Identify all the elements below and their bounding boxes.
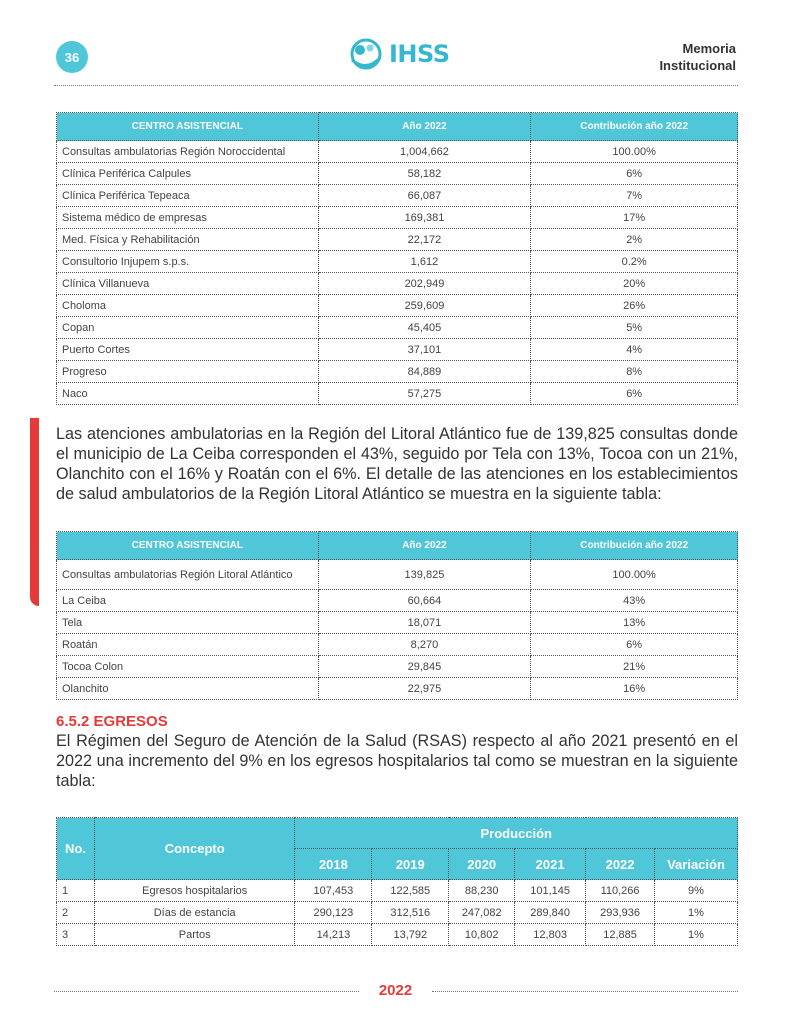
table-cell: 22,975 [318,678,531,700]
table-cell: 2 [57,902,95,924]
table-cell: 8,270 [318,634,531,656]
table-cell: 2% [531,229,738,251]
table-cell: 22,172 [318,229,531,251]
table-row [57,634,738,656]
table-cell: Consultas ambulatorias Región Litoral Atlántico [57,560,319,590]
table-cell: 13% [531,612,738,634]
table-cell: 45,405 [318,317,531,339]
table-row [57,251,738,273]
table-cell: 60,664 [318,590,531,612]
table-cell: Roatán [57,634,319,656]
table-cell: 247,082 [449,902,515,924]
table-cell: 100.00% [531,560,738,590]
table-row [57,560,738,590]
column-header-contribucion: Contribución año 2022 [531,113,738,141]
table-cell: 101,145 [515,880,586,902]
table-cell: 6% [531,163,738,185]
table-row [57,273,738,295]
table-cell: Med. Física y Rehabilitación [57,229,319,251]
table-cell: 6% [531,634,738,656]
table-cell: 5% [531,317,738,339]
table-cell: 43% [531,590,738,612]
table-cell: 26% [531,295,738,317]
table-row [57,612,738,634]
ihss-logo-icon [346,36,386,72]
table-cell: 57,275 [318,383,531,405]
logo-text: IHSS [389,40,450,68]
accent-bar [30,418,39,606]
column-header-no: No. [57,818,95,880]
section-heading: 6.5.2 EGRESOS [56,713,168,730]
table-cell: 12,885 [586,924,655,946]
table-cell: 1% [655,902,738,924]
table-cell: 3 [57,924,95,946]
table-cell: 88,230 [449,880,515,902]
table-cell: Progreso [57,361,319,383]
column-header-2022: 2022 [586,849,655,880]
table-noroccidental [56,112,738,405]
table-row [57,656,738,678]
header-title-line1: Memoria [682,41,736,56]
column-header-concepto: Concepto [94,818,295,880]
table-row [57,924,738,946]
table-row [57,678,738,700]
table-cell: 14,213 [295,924,372,946]
table-cell: Sistema médico de empresas [57,207,319,229]
table-cell: Consultas ambulatorias Región Noroccidental [57,141,319,163]
table-cell: Puerto Cortes [57,339,319,361]
header-divider [54,85,738,86]
column-header-anio: Año 2022 [318,532,531,560]
header-title [659,40,736,74]
table-cell: 1 [57,880,95,902]
table-cell: 12,803 [515,924,586,946]
column-header-centro: CENTRO ASISTENCIAL [57,532,319,560]
table-row [57,185,738,207]
table-row [57,317,738,339]
table-cell: Copan [57,317,319,339]
footer-year: 2022 [378,982,413,999]
table-cell: 122,585 [372,880,449,902]
table-cell: 16% [531,678,738,700]
table-row [57,590,738,612]
table-cell: 110,266 [586,880,655,902]
table-cell: 58,182 [318,163,531,185]
table-cell: Clínica Periférica Tepeaca [57,185,319,207]
table-row [57,902,738,924]
table-cell: 7% [531,185,738,207]
table-cell: 17% [531,207,738,229]
table-cell: 169,381 [318,207,531,229]
table-cell: 289,840 [515,902,586,924]
table-cell: Choloma [57,295,319,317]
table-cell: 9% [655,880,738,902]
table-cell: 1,004,662 [318,141,531,163]
table-cell: 1% [655,924,738,946]
table-cell: 0.2% [531,251,738,273]
table-cell: 66,087 [318,185,531,207]
table-cell: 312,516 [372,902,449,924]
table-cell: Partos [94,924,295,946]
table-cell: 259,609 [318,295,531,317]
table-cell: Egresos hospitalarios [94,880,295,902]
column-header-2020: 2020 [449,849,515,880]
table-cell: 6% [531,383,738,405]
table-row [57,383,738,405]
table-row [57,295,738,317]
table-cell: 84,889 [318,361,531,383]
table-cell: Días de estancia [94,902,295,924]
table-cell: 10,802 [449,924,515,946]
column-header-produccion: Producción [295,818,738,849]
table-cell: Tocoa Colon [57,656,319,678]
table-litoral-atlantico [56,531,738,700]
table-row [57,880,738,902]
page-number-badge [56,41,88,73]
paragraph-litoral: Las atenciones ambulatorias en la Región del Litoral Atlántico fue de 139,825 consultas donde el municipio de La Ceiba corresponden el 43%, seguido por Tela con 13%, Tocoa con un 21%, Olanchito con el 16% y Roatán con el 6%. El detalle de las atenciones en los establecimientos de salud ambulatorios de la Región Litoral Atlántico se muestra en la siguiente tabla: [56,425,738,503]
column-header-2018: 2018 [295,849,372,880]
column-header-variacion: Variación [655,849,738,880]
table-cell: 4% [531,339,738,361]
table-egresos [56,817,738,946]
column-header-centro: CENTRO ASISTENCIAL [57,113,319,141]
column-header-2021: 2021 [515,849,586,880]
column-header-contribucion: Contribución año 2022 [531,532,738,560]
paragraph-egresos: El Régimen del Seguro de Atención de la Salud (RSAS) respecto al año 2021 presentó en el 2022 una incremento del 9% en los egresos hospitalarios tal como se muestran en la siguiente tabla: [56,732,738,790]
table-cell: Tela [57,612,319,634]
header-title-line2: Institucional [659,58,736,73]
table-row [57,361,738,383]
table-cell: 8% [531,361,738,383]
table-cell: 100.00% [531,141,738,163]
table-cell: 18,071 [318,612,531,634]
table-cell: 139,825 [318,560,531,590]
column-header-anio: Año 2022 [318,113,531,141]
table-cell: 293,936 [586,902,655,924]
table-row [57,207,738,229]
table-cell: 202,949 [318,273,531,295]
table-cell: 290,123 [295,902,372,924]
table-row [57,141,738,163]
table-row [57,163,738,185]
table-cell: 29,845 [318,656,531,678]
table-cell: Naco [57,383,319,405]
table-cell: 13,792 [372,924,449,946]
table-cell: Clínica Villanueva [57,273,319,295]
table-cell: 20% [531,273,738,295]
table-row [57,339,738,361]
footer-divider-right [432,991,738,992]
table-cell: Consultorio Injupem s.p.s. [57,251,319,273]
table-cell: 1,612 [318,251,531,273]
table-cell: Clínica Periférica Calpules [57,163,319,185]
table-cell: Olanchito [57,678,319,700]
page-number: 36 [64,49,80,65]
column-header-2019: 2019 [372,849,449,880]
table-cell: 21% [531,656,738,678]
table-row [57,229,738,251]
table-cell: La Ceiba [57,590,319,612]
table-cell: 37,101 [318,339,531,361]
table-cell: 107,453 [295,880,372,902]
ihss-logo [346,36,450,72]
